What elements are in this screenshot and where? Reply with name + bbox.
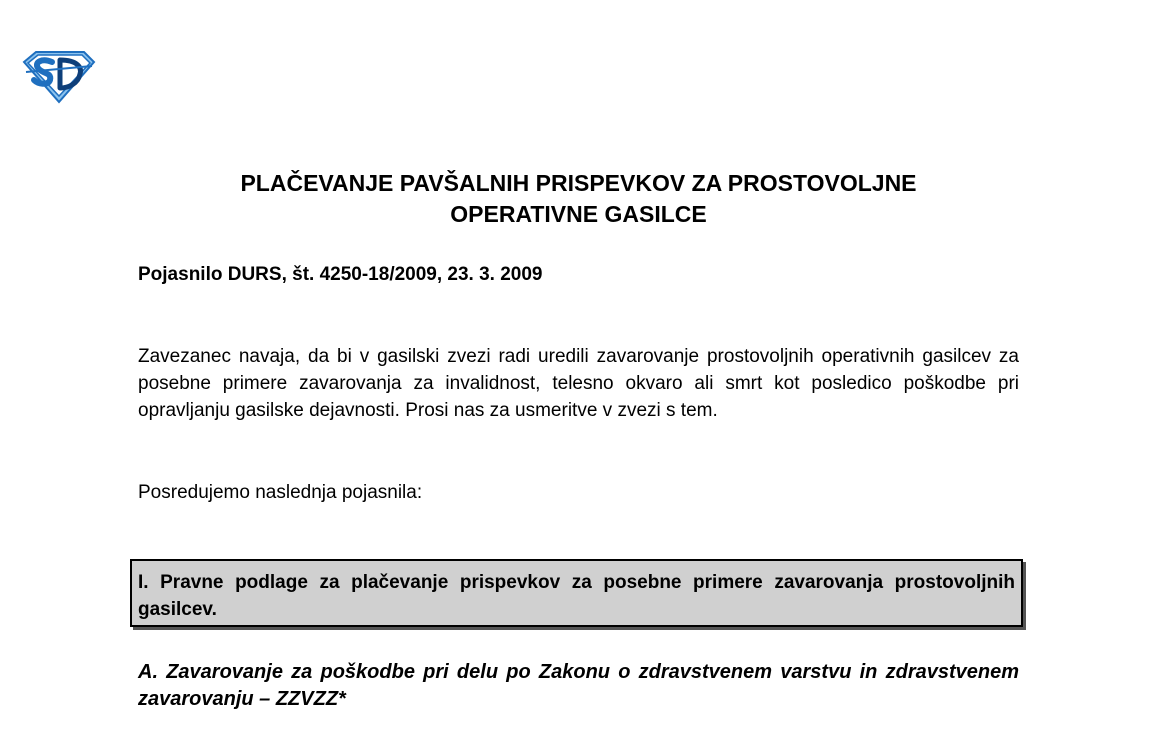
source-reference: Pojasnilo DURS, št. 4250-18/2009, 23. 3. 2009 bbox=[138, 264, 543, 285]
shield-logo-icon bbox=[22, 48, 96, 104]
section-heading-box bbox=[130, 559, 1023, 627]
section-heading: I. Pravne podlage za plačevanje prispevkov za posebne primere zavarovanja prostovoljnih gasilcev. bbox=[138, 572, 1015, 620]
title-line-2: OPERATIVNE GASILCE bbox=[450, 201, 707, 227]
title-line-1: PLAČEVANJE PAVŠALNIH PRISPEVKOV ZA PROSTOVOLJNE bbox=[240, 170, 917, 196]
document-title bbox=[130, 168, 1027, 230]
intro-paragraph: Zavezanec navaja, da bi v gasilski zvezi radi uredili zavarovanje prostovoljnih operativnih gasilcev za posebne primere zavarovanja za invalidnost, telesno okvaro ali smrt kot posledico poškodbe pri opravljanju gasilske dejavnosti. Prosi nas za usmeritve v zvezi s tem. bbox=[138, 346, 1019, 421]
logo bbox=[22, 48, 96, 104]
subheading: A. Zavarovanje za poškodbe pri delu po Zakonu o zdravstvenem varstvu in zdravstvenem zavarovanju – ZZVZZ* bbox=[138, 661, 1019, 710]
explanation-intro: Posredujemo naslednja pojasnila: bbox=[138, 482, 423, 503]
